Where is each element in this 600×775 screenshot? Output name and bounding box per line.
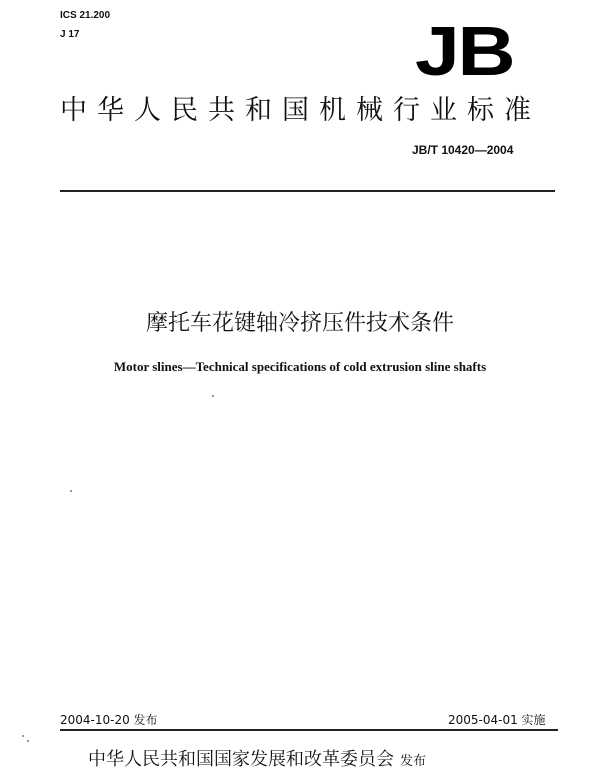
jb-logo (415, 12, 527, 90)
standard-number: JB/T 10420—2004 (412, 143, 514, 157)
ics-code: ICS 21.200 (60, 10, 111, 21)
top-divider (60, 190, 555, 192)
implement-date: 2005-04-01 实施 (448, 713, 546, 727)
issue-date: 2004-10-20 发布 (60, 713, 158, 727)
scan-speck (27, 740, 29, 742)
standard-category-title: 中华人民共和国机械行业标准 (60, 95, 541, 126)
classification-code: J 17 (60, 29, 80, 40)
bottom-divider (60, 729, 558, 731)
issuer-name: 中华人民共和国国家发展和改革委员会 (88, 749, 394, 770)
issuer-line (88, 745, 426, 771)
scan-speck (22, 735, 24, 737)
jb-logo-text: JB (415, 12, 514, 90)
document-title-zh: 摩托车花键轴冷挤压件技术条件 (145, 311, 454, 336)
document-title-en: Motor slines—Technical specifications of cold extrusion sline shafts (113, 359, 487, 374)
publish-label: 发布 (400, 754, 427, 769)
scan-speck (70, 490, 72, 492)
scan-speck (212, 395, 214, 397)
